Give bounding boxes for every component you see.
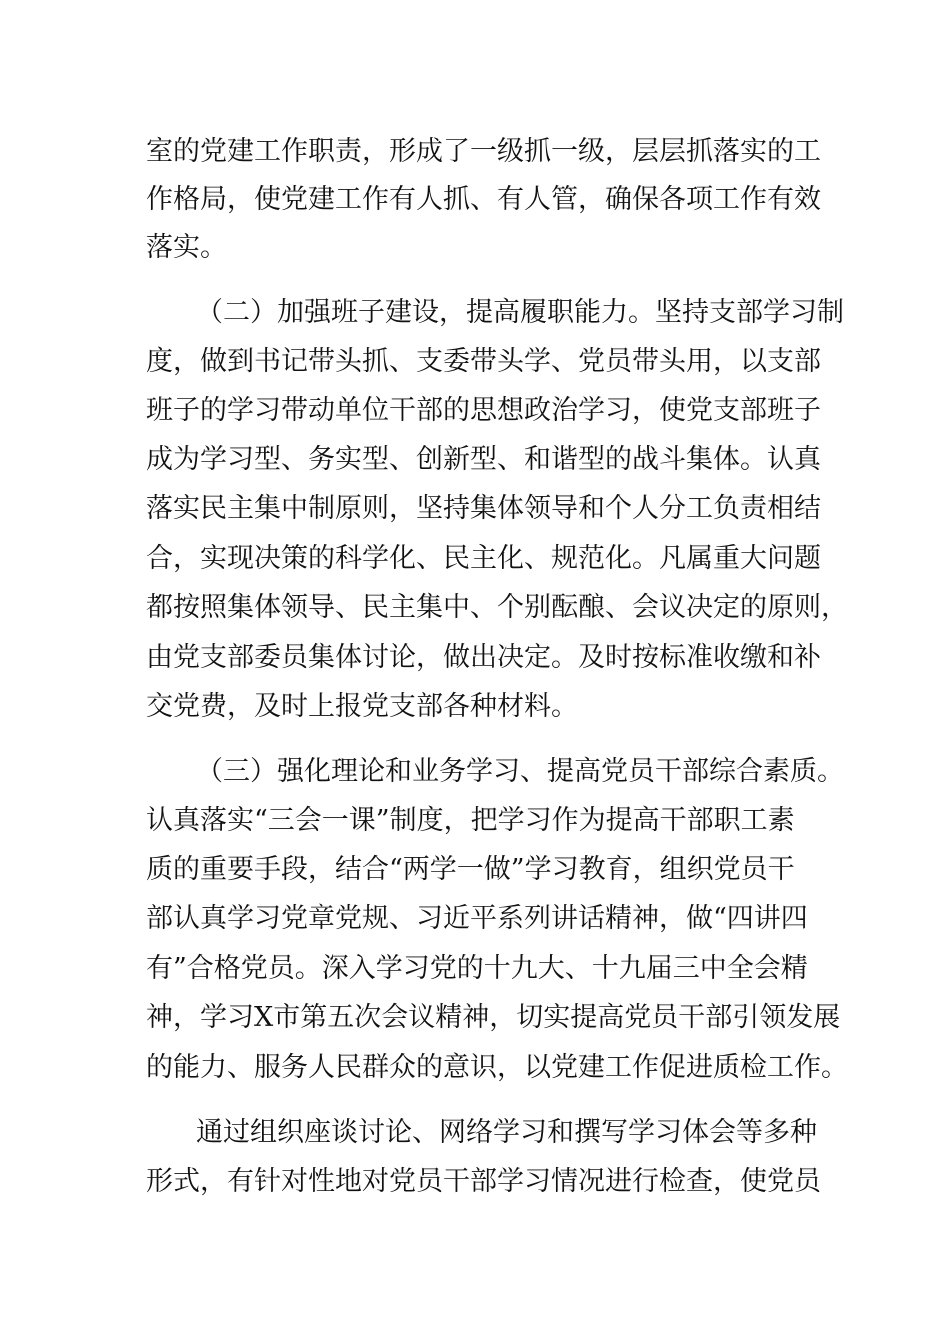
text-line: 部认真学习党章党规、习近平系列讲话精神，做“四讲四 xyxy=(146,903,808,934)
text-line: 通过组织座谈讨论、网络学习和撰写学习体会等多种 xyxy=(196,1117,817,1148)
text-line: 交党费，及时上报党支部各种材料。 xyxy=(146,691,578,722)
text-line: 合，实现决策的科学化、民主化、规范化。凡属重大问题 xyxy=(146,543,821,574)
text-line: 落实。 xyxy=(146,232,227,263)
text-line: 神，学习X市第五次会议精神，切实提高党员干部引领发展 xyxy=(146,1002,841,1033)
text-line: 度，做到书记带头抓、支委带头学、党员带头用，以支部 xyxy=(146,346,821,377)
text-line: （二）加强班子建设，提高履职能力。坚持支部学习制 xyxy=(196,297,844,328)
text-line: 班子的学习带动单位干部的思想政治学习，使党支部班子 xyxy=(146,395,821,426)
text-line: 作格局，使党建工作有人抓、有人管，确保各项工作有效 xyxy=(146,184,821,215)
text-line: 认真落实“三会一课”制度，把学习作为提高干部职工素 xyxy=(146,805,795,836)
text-line: 的能力、服务人民群众的意识，以党建工作促进质检工作。 xyxy=(146,1052,848,1083)
text-line: 质的重要手段，结合“两学一做”学习教育，组织党员干 xyxy=(146,854,795,885)
text-line: 由党支部委员集体讨论，做出决定。及时按标准收缴和补 xyxy=(146,642,821,673)
text-line: 落实民主集中制原则，坚持集体领导和个人分工负责相结 xyxy=(146,493,821,524)
text-line: 形式，有针对性地对党员干部学习情况进行检查，使党员 xyxy=(146,1166,821,1197)
text-line: 有”合格党员。深入学习党的十九大、十九届三中全会精 xyxy=(146,953,808,984)
text-line: 都按照集体领导、民主集中、个别酝酿、会议决定的原则， xyxy=(146,592,848,623)
text-line: （三）强化理论和业务学习、提高党员干部综合素质。 xyxy=(196,756,844,787)
text-line: 成为学习型、务实型、创新型、和谐型的战斗集体。认真 xyxy=(146,444,821,475)
text-line: 室的党建工作职责，形成了一级抓一级，层层抓落实的工 xyxy=(146,136,821,167)
